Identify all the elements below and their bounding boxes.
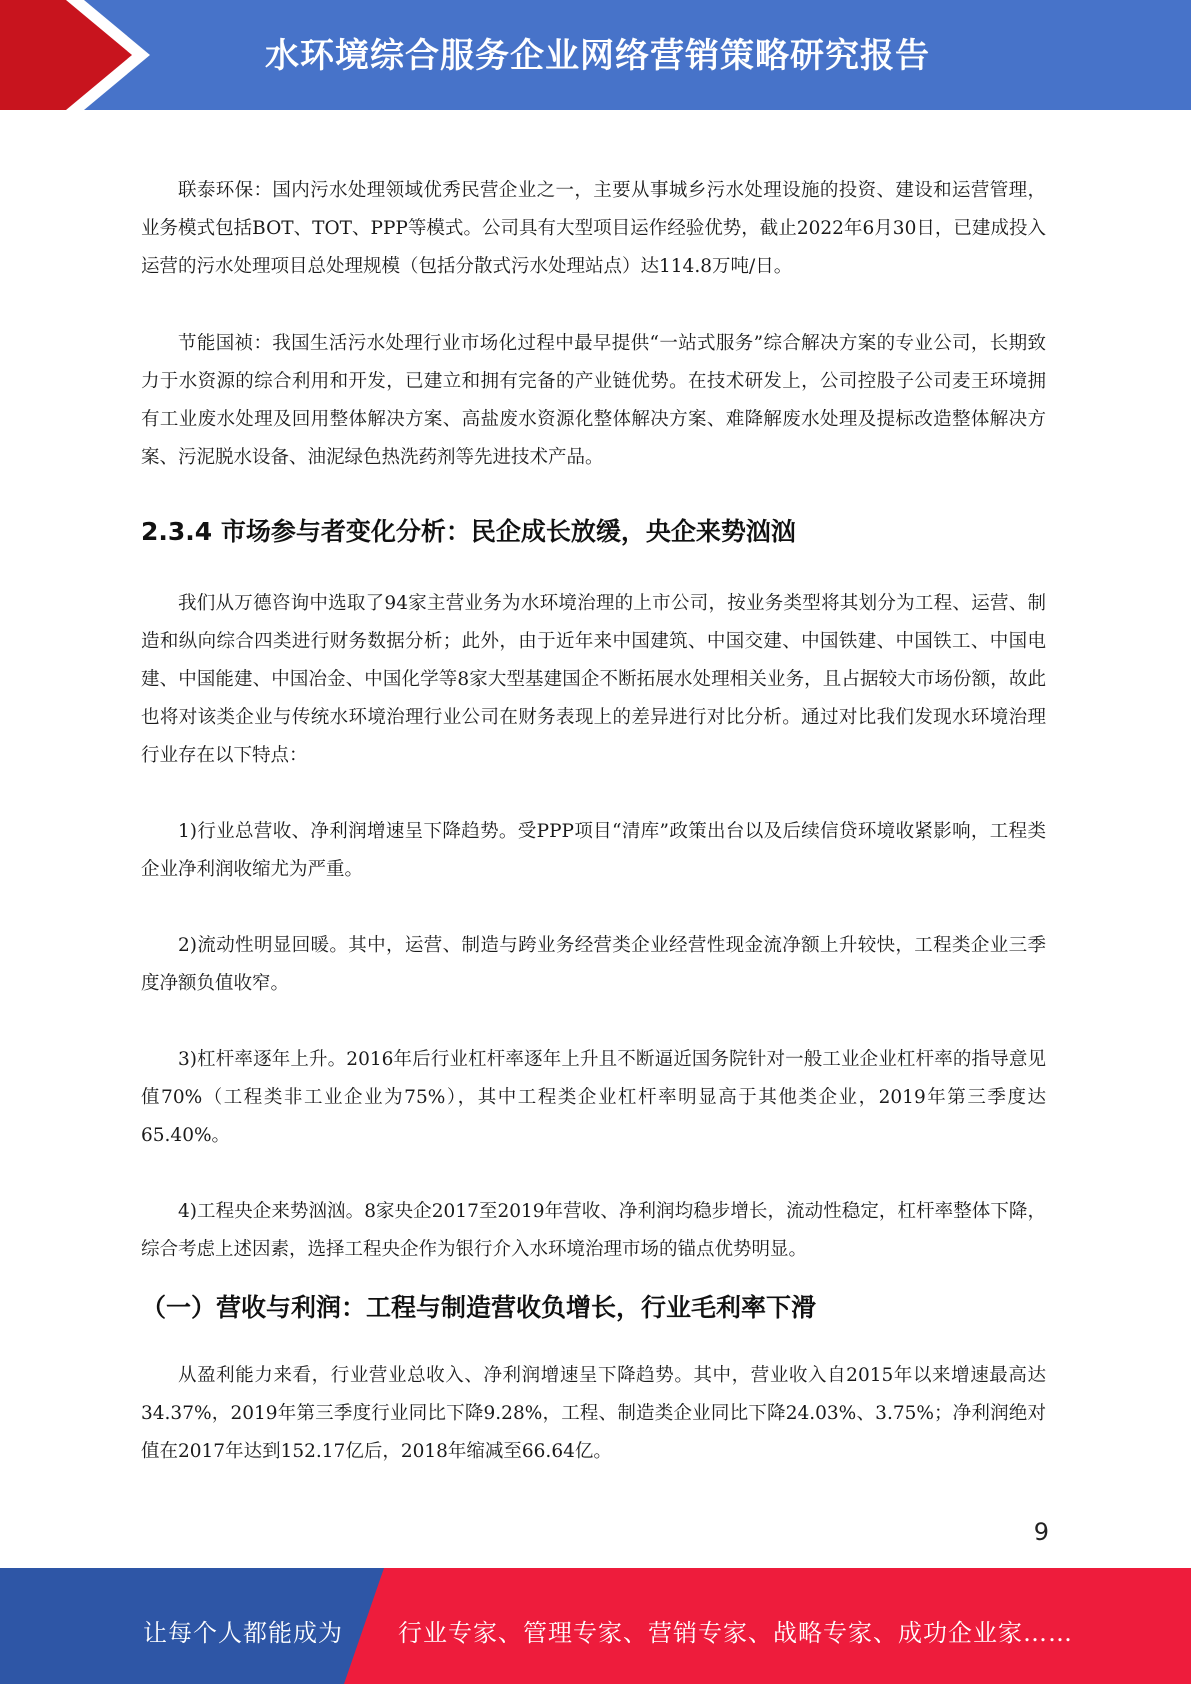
main-content [141, 172, 1046, 1471]
paragraph-intro: 我们从万德咨询中选取了94家主营业务为水环境治理的上市公司，按业务类型将其划分为工程、运营、制造和纵向综合四类进行财务数据分析；此外，由于近年来中国建筑、中国交建、中国铁建、中国铁工、中国电建、中国能建、中国冶金、中国化学等8家大型基建国企不断拓展水处理相关业务，且占据较大市场份额，故此也将对该类企业与传统水环境治理行业公司在财务表现上的差异进行对比分析。通过对比我们发现水环境治理行业存在以下特点： [141, 593, 1046, 766]
page-footer [0, 1568, 1191, 1684]
paragraph-profit: 从盈利能力来看，行业营业总收入、净利润增速呈下降趋势。其中，营业收入自2015年以来增速最高达34.37%，2019年第三季度行业同比下降9.28%，工程、制造类企业同比下降24.03%、3.75%；净利润绝对值在2017年达到152.17亿后，2018年缩减至66.64亿。 [141, 1365, 1046, 1462]
chevron-arrow-icon [0, 0, 160, 110]
point-3: 3)杠杆率逐年上升。2016年后行业杠杆率逐年上升且不断逼近国务院针对一般工业企业杠杆率的指导意见值70%（工程类非工业企业为75%），其中工程类企业杠杆率明显高于其他类企业，2019年第三季度达65.40%。 [141, 1049, 1046, 1146]
point-4: 4)工程央企来势汹汹。8家央企2017至2019年营收、净利润均稳步增长，流动性稳定，杠杆率整体下降，综合考虑上述因素，选择工程央企作为银行介入水环境治理市场的锚点优势明显。 [141, 1201, 1046, 1260]
paragraph-liantai: 联泰环保：国内污水处理领域优秀民营企业之一，主要从事城乡污水处理设施的投资、建设和运营管理，业务模式包括BOT、TOT、PPP等模式。公司具有大型项目运作经验优势，截止2022年6月30日，已建成投入运营的污水处理项目总处理规模（包括分散式污水处理站点）达114.8万吨/日。 [141, 180, 1046, 277]
footer-slogan-right: 行业专家、管理专家、营销专家、战略专家、成功企业家…… [398, 1619, 1073, 1647]
point-2: 2)流动性明显回暖。其中，运营、制造与跨业务经营类企业经营性现金流净额上升较快，工程类企业三季度净额负值收窄。 [141, 935, 1046, 994]
page-number: 9 [1033, 1518, 1049, 1546]
paragraph-jieneng: 节能国祯：我国生活污水处理行业市场化过程中最早提供“一站式服务”综合解决方案的专业公司，长期致力于水资源的综合利用和开发，已建立和拥有完备的产业链优势。在技术研发上，公司控股子公司麦王环境拥有工业废水处理及回用整体解决方案、高盐废水资源化整体解决方案、难降解废水处理及提标改造整体解决方案、污泥脱水设备、油泥绿色热洗药剂等先进技术产品。 [141, 333, 1046, 468]
section-heading-2-3-4: 2.3.4 市场参与者变化分析：民企成长放缓，央企来势汹汹 [141, 517, 796, 546]
point-1: 1)行业总营收、净利润增速呈下降趋势。受PPP项目“清库”政策出台以及后续信贷环境收紧影响，工程类企业净利润收缩尤为严重。 [141, 821, 1046, 880]
report-title: 水环境综合服务企业网络营销策略研究报告 [265, 36, 930, 76]
subsection-heading-1: （一）营收与利润：工程与制造营收负增长，行业毛利率下滑 [141, 1293, 817, 1322]
page-header [0, 0, 1191, 110]
footer-slogan-left: 让每个人都能成为 [143, 1619, 343, 1647]
